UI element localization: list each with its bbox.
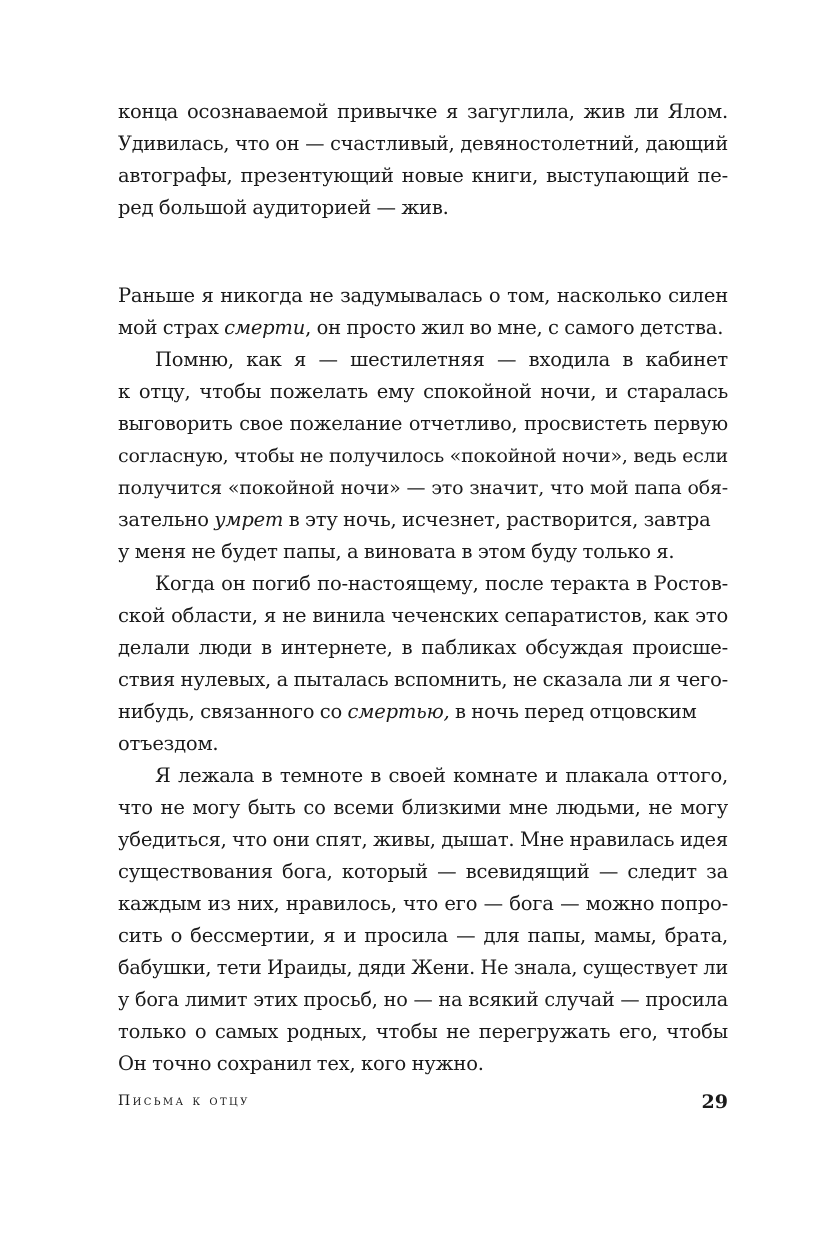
text-line: каждым из них, нравилось, что его — бога — можно попро- [118, 892, 728, 915]
text-line: согласную, чтобы не получилось «покойной ночи», ведь если [118, 445, 728, 467]
italic-word: смертью, [347, 700, 450, 723]
text-line: ской области, я не винила чеченских сепаратистов, как это [118, 604, 728, 627]
text-line: убедиться, что они спят, живы, дышат. Мне нравилась идея [118, 828, 728, 851]
page-number: 29 [701, 1091, 728, 1113]
text-line: ствия нулевых, а пыталась вспомнить, не сказала ли я чего- [118, 668, 728, 691]
running-title: Письма к отцу [118, 1093, 250, 1109]
text-line: конца осознаваемой привычке я загуглила, жив ли Ялом. [118, 100, 728, 123]
text-line: отъездом. [118, 732, 219, 755]
main-text [118, 280, 728, 1080]
text-line: Он точно сохранил тех, кого нужно. [118, 1052, 484, 1075]
text-line: Когда он погиб по-настоящему, после теракта в Ростов- [155, 572, 728, 595]
text-line: делали люди в интернете, в пабликах обсуждая происше- [118, 636, 728, 659]
text-line: Помню, как я — шестилетняя — входила в кабинет [155, 348, 728, 371]
italic-word: умрет [214, 508, 284, 531]
text-line: ред большой аудиторией — жив. [118, 196, 449, 219]
italic-word: смерти [224, 316, 306, 339]
text-line: получится «покойной ночи» — это значит, что мой папа обя- [118, 477, 728, 499]
text-run: в эту ночь, исчезнет, растворится, завтра [283, 508, 711, 531]
text-line: существования бога, который — всевидящий — следит за [118, 860, 728, 883]
text-line: Раньше я никогда не задумывалась о том, насколько силен [118, 284, 728, 307]
text-run: , он просто жил во мне, с самого детства. [305, 316, 724, 339]
text-run: зательно [118, 508, 215, 531]
text-line: у меня не будет папы, а виновата в этом буду только я. [118, 540, 675, 563]
text-line: что не могу быть со всеми близкими мне людьми, не могу [118, 796, 728, 819]
text-line [118, 504, 728, 536]
paragraph-continued [118, 96, 728, 224]
text-run: мой страх [118, 316, 225, 339]
text-run: в ночь перед отцовским [449, 700, 697, 723]
text-line: автографы, презентующий новые книги, выступающий пе- [118, 164, 728, 187]
text-line: Удивилась, что он — счастливый, девяностолетний, дающий [118, 132, 728, 155]
text-line [118, 696, 728, 728]
text-run: нибудь, связанного со [118, 700, 348, 723]
text-line: сить о бессмертии, я и просила — для папы, мамы, брата, [118, 924, 728, 947]
text-line: выговорить свое пожелание отчетливо, просвистеть первую [118, 412, 728, 435]
text-line: Я лежала в темноте в своей комнате и плакала оттого, [155, 764, 728, 787]
text-line [118, 312, 728, 344]
text-line: у бога лимит этих просьб, но — на всякий случай — просила [118, 988, 728, 1011]
page-footer [118, 1093, 728, 1119]
text-line: к отцу, чтобы пожелать ему спокойной ночи, и старалась [118, 380, 728, 403]
text-line: бабушки, тети Ираиды, дяди Жени. Не знала, существует ли [118, 956, 728, 979]
text-line: только о самых родных, чтобы не перегружать его, чтобы [118, 1020, 728, 1043]
